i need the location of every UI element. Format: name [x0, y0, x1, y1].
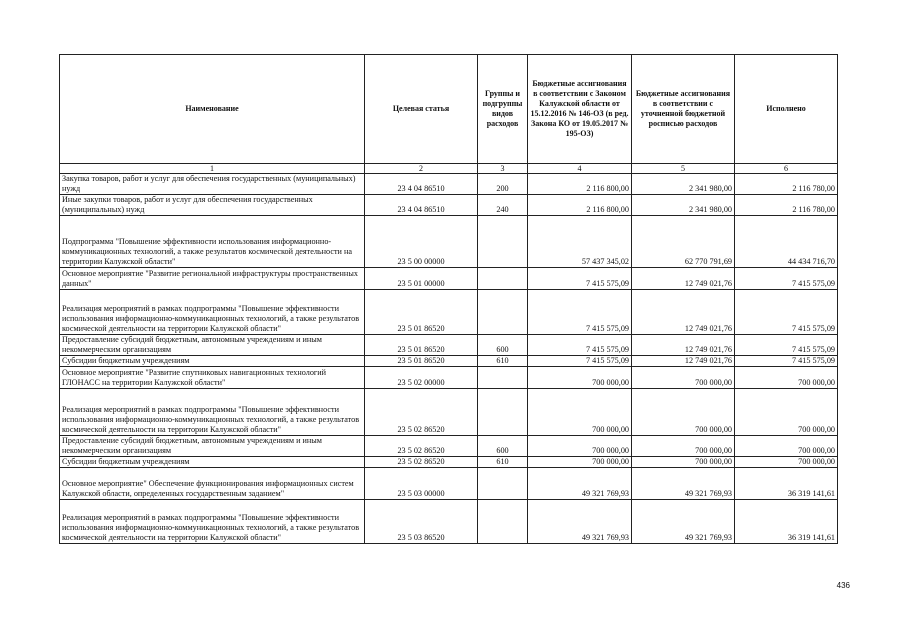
row-code: 23 5 00 00000 [365, 216, 478, 268]
header-refined: Бюджетные ассигнования в соответствии с уточненной бюджетной росписью расходов [632, 55, 735, 164]
column-number-row [60, 164, 838, 174]
row-name: Реализация мероприятий в рамках подпрограммы "Повышение эффективности использования информационно-коммуникационных технологий, а также результатов космической деятельности на территории Калужской области" [60, 389, 365, 436]
row-done: 2 116 780,00 [735, 195, 838, 216]
col-number: 5 [632, 164, 735, 174]
row-refined: 62 770 791,69 [632, 216, 735, 268]
table-row [60, 268, 838, 290]
row-group [478, 468, 528, 500]
row-law: 700 000,00 [528, 389, 632, 436]
col-number: 4 [528, 164, 632, 174]
header-name: Наименование [60, 55, 365, 164]
row-name: Субсидии бюджетным учреждениям [60, 356, 365, 367]
table-row [60, 436, 838, 457]
row-refined: 2 341 980,00 [632, 174, 735, 195]
row-group [478, 290, 528, 335]
table-row [60, 335, 838, 356]
row-done: 700 000,00 [735, 389, 838, 436]
budget-table [59, 54, 838, 544]
row-done: 700 000,00 [735, 436, 838, 457]
row-code: 23 5 01 86520 [365, 335, 478, 356]
row-done: 7 415 575,09 [735, 335, 838, 356]
row-group [478, 216, 528, 268]
row-refined: 2 341 980,00 [632, 195, 735, 216]
row-refined: 49 321 769,93 [632, 468, 735, 500]
row-name: Основное мероприятие "Развитие спутниковых навигационных технологий ГЛОНАСС на территории Калужской области" [60, 367, 365, 389]
row-done: 36 319 141,61 [735, 468, 838, 500]
row-group [478, 268, 528, 290]
row-law: 2 116 800,00 [528, 195, 632, 216]
row-done: 700 000,00 [735, 457, 838, 468]
row-code: 23 5 03 86520 [365, 500, 478, 544]
row-name: Реализация мероприятий в рамках подпрограммы "Повышение эффективности использования информационно-коммуникационных технологий, а также результатов космической деятельности на территории Калужской области" [60, 500, 365, 544]
row-code: 23 4 04 86510 [365, 174, 478, 195]
row-name: Предоставление субсидий бюджетным, автономным учреждениям и иным некоммерческим организациям [60, 335, 365, 356]
table-row [60, 216, 838, 268]
row-refined: 49 321 769,93 [632, 500, 735, 544]
row-law: 7 415 575,09 [528, 356, 632, 367]
row-name: Закупка товаров, работ и услуг для обеспечения государственных (муниципальных) нужд [60, 174, 365, 195]
row-law: 7 415 575,09 [528, 290, 632, 335]
row-name: Иные закупки товаров, работ и услуг для обеспечения государственных (муниципальных) нужд [60, 195, 365, 216]
row-code: 23 5 02 86520 [365, 436, 478, 457]
header-row [60, 55, 838, 164]
table-row [60, 290, 838, 335]
row-law: 7 415 575,09 [528, 335, 632, 356]
row-code: 23 5 01 00000 [365, 268, 478, 290]
row-group: 610 [478, 356, 528, 367]
table-row [60, 457, 838, 468]
row-done: 2 116 780,00 [735, 174, 838, 195]
row-group: 200 [478, 174, 528, 195]
row-name: Основное мероприятие "Развитие региональной инфраструктуры пространственных данных" [60, 268, 365, 290]
row-refined: 700 000,00 [632, 436, 735, 457]
row-code: 23 5 02 00000 [365, 367, 478, 389]
page-number: 436 [836, 581, 850, 590]
header-target: Целевая статья [365, 55, 478, 164]
row-done: 7 415 575,09 [735, 356, 838, 367]
row-name: Основное мероприятие" Обеспечение функционирования информационных систем Калужской области, определенных государственным заданием" [60, 468, 365, 500]
row-name: Подпрограмма "Повышение эффективности использования информационно-коммуникационных технологий, а также результатов космической деятельности на территории Калужской области" [60, 216, 365, 268]
row-law: 7 415 575,09 [528, 268, 632, 290]
row-group: 600 [478, 335, 528, 356]
row-code: 23 5 02 86520 [365, 389, 478, 436]
row-law: 49 321 769,93 [528, 500, 632, 544]
budget-table-sheet [59, 54, 837, 544]
row-refined: 12 749 021,76 [632, 268, 735, 290]
header-done: Исполнено [735, 55, 838, 164]
row-law: 700 000,00 [528, 436, 632, 457]
table-row [60, 356, 838, 367]
header-law: Бюджетные ассигнования в соответствии с Законом Калужской области от 15.12.2016 № 146-ОЗ (в ред. Закона КО от 19.05.2017 № 195-ОЗ) [528, 55, 632, 164]
row-done: 700 000,00 [735, 367, 838, 389]
row-code: 23 5 01 86520 [365, 290, 478, 335]
table-row [60, 174, 838, 195]
row-group: 610 [478, 457, 528, 468]
row-refined: 700 000,00 [632, 367, 735, 389]
row-law: 700 000,00 [528, 457, 632, 468]
row-group [478, 367, 528, 389]
row-law: 49 321 769,93 [528, 468, 632, 500]
row-group: 240 [478, 195, 528, 216]
row-refined: 12 749 021,76 [632, 356, 735, 367]
row-group [478, 389, 528, 436]
row-code: 23 5 03 00000 [365, 468, 478, 500]
row-code: 23 5 01 86520 [365, 356, 478, 367]
row-code: 23 5 02 86520 [365, 457, 478, 468]
table-row [60, 468, 838, 500]
row-done: 7 415 575,09 [735, 290, 838, 335]
row-code: 23 4 04 86510 [365, 195, 478, 216]
header-groups: Группы и подгруппы видов расходов [478, 55, 528, 164]
table-row [60, 389, 838, 436]
row-law: 2 116 800,00 [528, 174, 632, 195]
col-number: 2 [365, 164, 478, 174]
row-done: 7 415 575,09 [735, 268, 838, 290]
row-name: Предоставление субсидий бюджетным, автономным учреждениям и иным некоммерческим организациям [60, 436, 365, 457]
row-group [478, 500, 528, 544]
row-group: 600 [478, 436, 528, 457]
col-number: 6 [735, 164, 838, 174]
row-done: 44 434 716,70 [735, 216, 838, 268]
row-name: Субсидии бюджетным учреждениям [60, 457, 365, 468]
table-row [60, 500, 838, 544]
row-name: Реализация мероприятий в рамках подпрограммы "Повышение эффективности использования информационно-коммуникационных технологий, а также результатов космической деятельности на территории Калужской области" [60, 290, 365, 335]
row-law: 57 437 345,02 [528, 216, 632, 268]
row-refined: 700 000,00 [632, 389, 735, 436]
col-number: 3 [478, 164, 528, 174]
row-refined: 12 749 021,76 [632, 290, 735, 335]
row-done: 36 319 141,61 [735, 500, 838, 544]
col-number: 1 [60, 164, 365, 174]
row-law: 700 000,00 [528, 367, 632, 389]
table-row [60, 195, 838, 216]
table-row [60, 367, 838, 389]
row-refined: 12 749 021,76 [632, 335, 735, 356]
row-refined: 700 000,00 [632, 457, 735, 468]
